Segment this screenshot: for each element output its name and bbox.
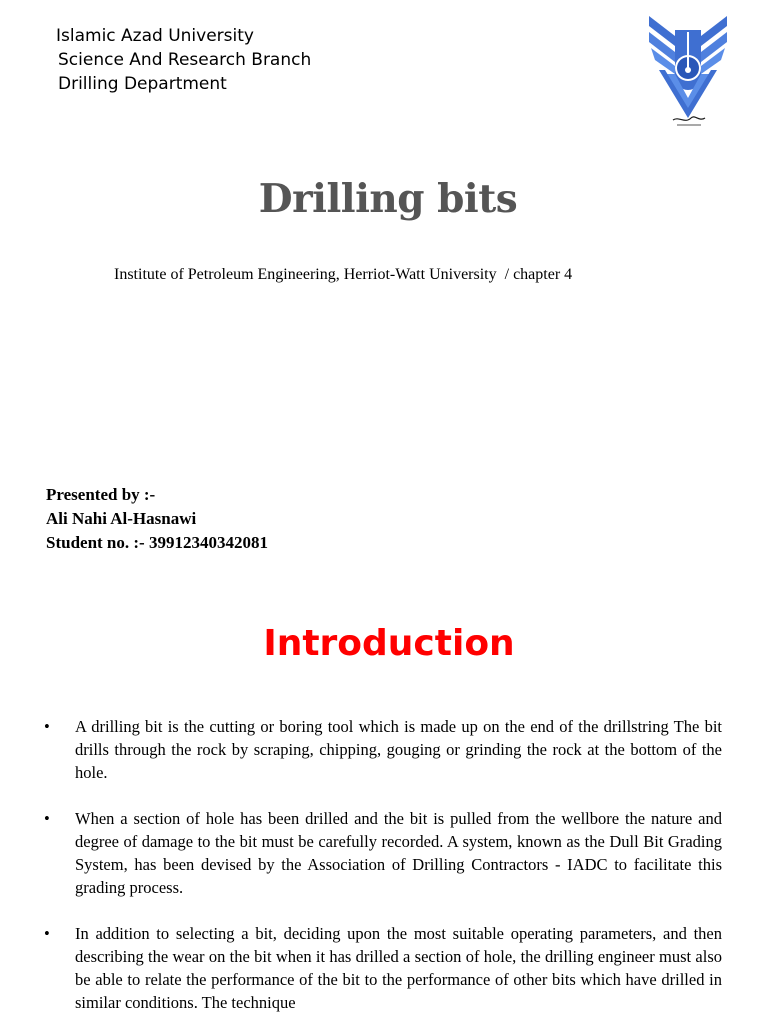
- bullet-list: [44, 715, 722, 1024]
- source-subtitle: Institute of Petroleum Engineering, Herriot-Watt University / chapter 4: [114, 266, 573, 283]
- bullet-icon: •: [44, 717, 50, 736]
- presenter-block: [46, 483, 268, 555]
- header-line-department: Drilling Department: [58, 74, 227, 94]
- bullet-icon: •: [44, 924, 50, 943]
- presenter-label: Presented by :-: [46, 485, 156, 504]
- list-item-text: A drilling bit is the cutting or boring tool which is made up on the end of the drillstring The bit drills through the rock by scraping, chipping, gouging or grinding the rock at the bottom of the hole.: [75, 717, 722, 782]
- list-item-text: In addition to selecting a bit, deciding upon the most suitable operating parameters, and then describing the wear on the bit when it has drilled a section of hole, the drilling engineer must also be able to relate the performance of the bit to the performance of other bits which have drilled in similar conditions. The technique: [75, 924, 722, 1012]
- header-line-branch: Science And Research Branch: [58, 50, 312, 70]
- page-title: Drilling bits: [258, 176, 518, 222]
- list-item: [44, 807, 722, 899]
- section-heading: Introduction: [263, 623, 515, 664]
- list-item: [44, 715, 722, 784]
- presenter-name: Ali Nahi Al-Hasnawi: [46, 509, 197, 528]
- list-item-text: When a section of hole has been drilled and the bit is pulled from the wellbore the nature and degree of damage to the bit must be carefully recorded. A system, known as the Dull Bit Grading System, has been devised by the Association of Drilling Contractors - IADC to facilitate this grading process.: [75, 809, 722, 897]
- student-number: Student no. :- 39912340342081: [46, 533, 268, 552]
- list-item: [44, 922, 722, 1014]
- institution-header: [56, 24, 311, 96]
- bullet-icon: •: [44, 809, 50, 828]
- header-line-university: Islamic Azad University: [56, 26, 254, 46]
- university-logo-icon: [645, 12, 731, 130]
